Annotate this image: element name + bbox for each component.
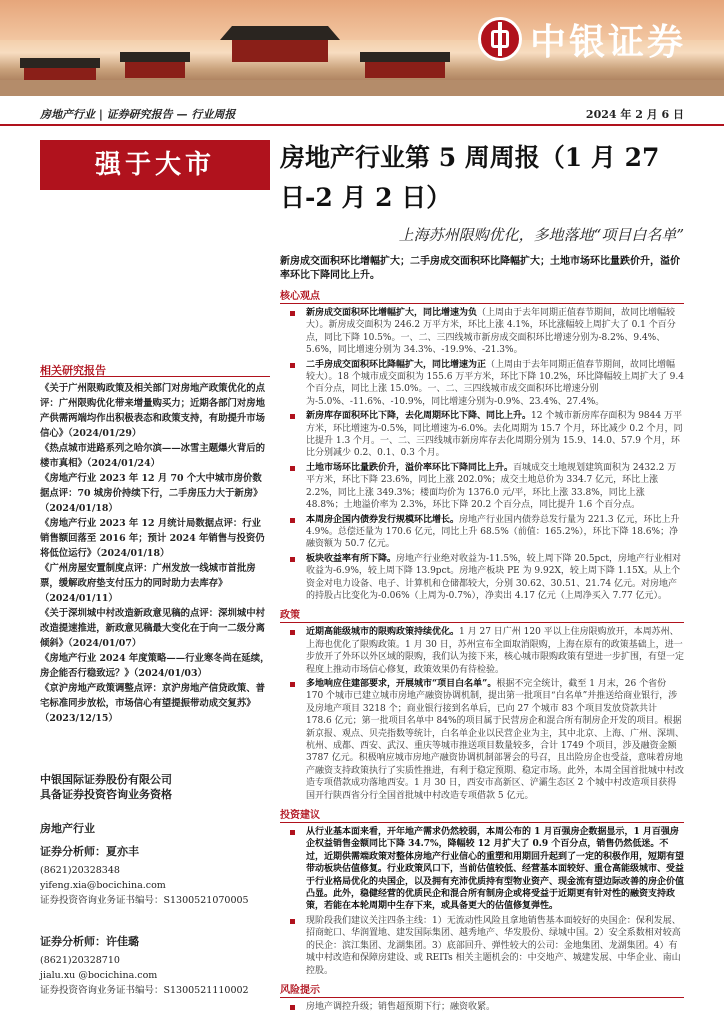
section-bullet bbox=[280, 678, 684, 802]
report-sections bbox=[280, 287, 684, 1013]
analyst-email[interactable]: yifeng.xia@bocichina.com bbox=[40, 880, 166, 891]
section-bullet bbox=[280, 826, 684, 913]
bullet-text: 百城成交土地规划建筑面积为 2432.2 万平方米，环比下降 23.6%，同比上涨 202.0%；成交土地总价为 334.7 亿元，环比上涨 2.2%，同比上涨 349.3%；楼面均价为 1376.0 元/平，环比上涨 33.8%，同比上涨 48.8%；土地溢价率为 2.3%，环比下降 20.2 个百分点，同比提升 1.6 个百分点。 bbox=[306, 462, 677, 511]
side-wall-left bbox=[125, 62, 185, 78]
bullet-text: 根据不完全统计，截至 1 月末，26 个省份 170 个城市已建立城市房地产融资协调机制，提出第一批项目“白名单”并推送给商业银行，涉及房地产项目 3218 个；商业银行接到名单后，已向 27 个城市 83 个项目发放贷款共计 178.6 亿元；第一批项目名单中 84%的项目属于民营房企和混合所有制房企开发的项目。根据新京报、观点、贝壳指数等统计，白名单企业以民营企业为主，其中北京、上海、广州、深圳、杭州、成都、西安、武汉、重庆等城市推送项目数量较多，合计 1749 个项目，涉及融资金额 3787 亿元。积极响应城市房地产融资协调机制部署会的号召，且出险房企也受益，意味着房地产融资支持政策执行了实质性推进，有利于稳定预期、稳定市场。此外，本周全国首批城中村改造专项借款成功落地西安。1 月 30 日，西安市高新区、浐灞生态区 2 个城中村改造项目获得国开行陕西省分行全国首批城中村改造专项借款 5 亿元。 bbox=[306, 678, 685, 801]
related-reports-title: 相关研究报告 bbox=[40, 364, 106, 377]
report-date: 2024 年 2 月 6 日 bbox=[585, 108, 684, 121]
bullet-lead: 板块收益率有所下降。 bbox=[306, 553, 397, 564]
analyst-name: 证券分析师：夏亦丰 bbox=[40, 845, 139, 858]
related-report-item[interactable]: 《房地产行业 2023 年 12 月 70 个大中城市房价数据点评：70 城房价持续下行，二手房压力大于新房》（2024/01/18） bbox=[40, 473, 263, 514]
section-bullet bbox=[280, 626, 684, 676]
report-header-bar bbox=[0, 98, 724, 126]
bullet-text: 现阶段我们建议关注四条主线：1）无流动性风险且拿地销售基本面较好的央国企：保利发展、招商蛇口、华润置地、建发国际集团、越秀地产、华发股份、绿城中国。2）安全系数相对较高的民企：滨江集团、龙湖集团。3）底部回升、弹性较大的公司：金地集团、龙湖集团。4）有城中村改造和保障房建设、或 REITs 相关主题机会的：中交地产、城建发展、中华企业、南山控股。 bbox=[306, 915, 681, 976]
section-bullet bbox=[280, 1001, 684, 1013]
bullet-lead: 土地市场环比量跌价升，溢价率环比下降同比上升。 bbox=[306, 462, 514, 473]
banner-ground bbox=[0, 80, 724, 96]
palace-roof bbox=[220, 26, 340, 40]
analyst-cert: 证券投资咨询业务证书编号：S1300521110002 bbox=[40, 985, 249, 996]
bullet-lead: 近期高能级城市的限购政策持续优化。 bbox=[306, 627, 460, 638]
bullet-lead: 新房成交面积环比增幅扩大，同比增速为负 bbox=[306, 308, 478, 318]
report-subtitle: 上海苏州限购优化，多地落地“项目白名单” bbox=[398, 226, 684, 244]
bullet-text: 房地产行业国内债券总发行量为 221.3 亿元，环比上升 4.9%。总偿还量为 170.6 亿元，同比上升 68.5%（前值：165.2%），环比下降 18.6%；净融资额为 50.7 亿元。 bbox=[306, 514, 680, 550]
bullet-lead: 本周房企国内债券发行规模环比增长。 bbox=[306, 514, 460, 525]
section-title: 核心观点 bbox=[280, 287, 684, 304]
bullet-text: 12 个城市新房库存面积为 9844 万平方米，环比增速为-0.5%，同比增速为-6.0%。去化周期为 15.7 个月，环比减少 0.2 个月，同比提升 1.3 个月。一、二、三四线城市新房库存去化周期分别为 15.9、14.0、57.9 个月，环比分别减少 0.2、0.1、0.3 个月。 bbox=[306, 411, 683, 459]
org-qualification: 具备证券投资咨询业务资格 bbox=[40, 788, 172, 801]
main-content bbox=[280, 130, 684, 1020]
section-bullet bbox=[280, 359, 684, 409]
analyst-phone: (8621)20328348 bbox=[40, 865, 120, 876]
analyst-email[interactable]: jialu.xu @bocichina.com bbox=[40, 970, 158, 981]
bullet-text: 房地产行业绝对收益为-11.5%，较上周下降 20.5pct，房地产行业相对收益为-6.9%，较上周下降 13.9pct。房地产板块 PE 为 9.92X，较上周下降 1.15X。从上个资金对电力设备、电子、计算机和仓储都较大，分别 30.62、30.51、21.74 亿元。对房地产的持股占比变化为-0.06%（上周为-0.7%），净卖出 4.17 亿元（上周净买入 7.77 亿元）。 bbox=[306, 553, 681, 601]
department: 房地产行业 bbox=[40, 822, 95, 835]
section-title: 投资建议 bbox=[280, 806, 684, 823]
related-report-item[interactable]: 《广州房屋安置制度点评：广州发放一线城市首批房票，缓解政府垫支付压力的同时助力去库存》（2024/01/11） bbox=[40, 563, 256, 604]
related-report-item[interactable]: 《京沪房地产政策调整点评：京沪房地产信贷政策、普宅标准同步放松，市场信心有望提振带动成交复苏》（2023/12/15） bbox=[40, 683, 266, 724]
section-bullet bbox=[280, 514, 684, 551]
section-bullet bbox=[280, 553, 684, 603]
bullet-text: （上周由于去年同期正值春节期间，故同比增幅较大）。18 个城市成交面积为 155.6 万平方米，环比下降 10.2%，环比降幅较上周扩大了 9.4 个百分点，同比上涨 15.0%。一、二、三四线城市成交面积环比增速分别为-5.0%、-11.6%、-10.9%，同比增速分别为-0.9%、23.4%、27.4%。 bbox=[306, 359, 684, 407]
boc-logo-icon bbox=[478, 17, 522, 61]
bullet-lead: 二手房成交面积环比降幅扩大，同比增速为正 bbox=[306, 359, 487, 370]
bullet-text: （上周由于去年同期正值春节期间，故同比增幅较大）。新房成交面积为 246.2 万平方米，环比上涨 4.1%，环比涨幅较上周扩大了 0.1 个百分点，同比下降 10.5%。一、二、三四线城市新房成交面积环比增速分别为-8.2%、9.4%、5.6%，同比增速分别为 34.3%、-19.9%、-21.3%。 bbox=[306, 308, 676, 356]
side-roof-right bbox=[360, 52, 450, 62]
bullet-text: 1 月 27 日广州 120 平以上住房限购放开，本周苏州、上海也优化了限购政策。1 月 30 日，苏州宣布全面取消限购，上海在原有的政策基础上，进一步放开了外环以外区域的限购，我们认为接下来，核心城市限购政策有望进一步扩围，有望一定程度上推动市场信心修复，政策效果仍有待检验。 bbox=[306, 627, 685, 675]
sidebar bbox=[40, 130, 270, 996]
report-title: 房地产行业第 5 周周报（1 月 27 日-2 月 2 日） bbox=[280, 143, 660, 212]
section-bullet bbox=[280, 915, 684, 977]
rating-badge: 强于大市 bbox=[40, 140, 270, 190]
brand-name: 中银证券 bbox=[530, 22, 687, 63]
bullet-lead: 新房库存面积环比下降，去化周期环比下降、同比上升。 bbox=[306, 411, 532, 422]
side-roof-left bbox=[120, 52, 190, 62]
bullet-lead: 从行业基本面来看，开年地产需求仍然较弱，本周公布的 1 月百强房企数据显示，1 月百强房企权益销售金额同比下降 34.7%，降幅较 12 月扩大了 0.9 个百分点，销售仍然低迷。不过，近期供需端政策对整体房地产行业信心的重塑和用期回升起到了一定的积极作用，短期有望带动板块估值修复。行业政策风口下，当前估值较低、经营基本面较好、重仓高能级城市、受益于行业格局优化的央国企，以及拥有充沛优质持有型物业资产、现金流有望边际改善的房企价值凸显。此外，稳健经营的优质民企和混合所有制房企或将受益于近期更有针对性的融资支持政策，若能在本轮周期中生存下来，或具备更大的估值修复弹性。 bbox=[306, 827, 685, 912]
header-banner bbox=[0, 0, 724, 96]
analyst-name: 证券分析师：许佳璐 bbox=[40, 935, 139, 948]
analyst-block bbox=[40, 934, 270, 998]
section-title: 政策 bbox=[280, 606, 684, 623]
related-report-item[interactable]: 《关于深圳城中村改造新政意见稿的点评：深圳城中村改造提速推进，新政意见稿最大变化在于向一二级分离倾斜》（2024/01/07） bbox=[40, 608, 266, 649]
analyst-block bbox=[40, 844, 270, 908]
related-report-item[interactable]: 《关于广州限购政策及相关部门对房地产政策优化的点评：广州限购优化带来增量购买力；近期各部门对房地产供需两端均作出积极表态和政策支持，有助提升市场信心》（2024/01/29） bbox=[40, 383, 266, 439]
bullet-lead: 多地响应住建部要求，开展城市“项目白名单”。 bbox=[306, 678, 497, 689]
related-reports-list bbox=[40, 376, 270, 726]
related-report-item[interactable]: 《房地产行业 2024 年度策略——行业寒冬尚在延续，房企能否行稳致远？》（2024/01/03） bbox=[40, 653, 270, 679]
org-info bbox=[40, 772, 270, 802]
related-report-item[interactable]: 《房地产行业 2023 年 12 月统计局数据点评：行业销售额回落至 2016 年；预计 2024 年销售与投资仍将低位运行》（2024/01/18） bbox=[40, 518, 265, 559]
bullet-text: 房地产调控升级；销售超预期下行；融资收紧。 bbox=[306, 1001, 496, 1012]
far-wall-left bbox=[24, 68, 96, 80]
analyst-phone: (8621)20328710 bbox=[40, 955, 120, 966]
section-bullet bbox=[280, 410, 684, 460]
palace-wall bbox=[232, 40, 328, 62]
report-category: 房地产行业 | 证券研究报告 — 行业周报 bbox=[40, 108, 236, 121]
far-roof-left bbox=[20, 58, 100, 68]
report-summary: 新房成交面积环比增幅扩大；二手房成交面积环比降幅扩大；土地市场环比量跌价升，溢价率环比下降同比上升。 bbox=[280, 256, 680, 281]
section-bullet bbox=[280, 307, 684, 357]
section-bullet bbox=[280, 462, 684, 512]
related-report-item[interactable]: 《热点城市进路系列之哈尔滨——冰雪主题爆火背后的楼市真相》（2024/01/24） bbox=[40, 443, 266, 469]
org-name: 中银国际证券股份有限公司 bbox=[40, 773, 172, 786]
section-title: 风险提示 bbox=[280, 981, 684, 998]
analyst-cert: 证券投资咨询业务证书编号：S1300521070005 bbox=[40, 895, 249, 906]
side-wall-right bbox=[365, 62, 445, 78]
